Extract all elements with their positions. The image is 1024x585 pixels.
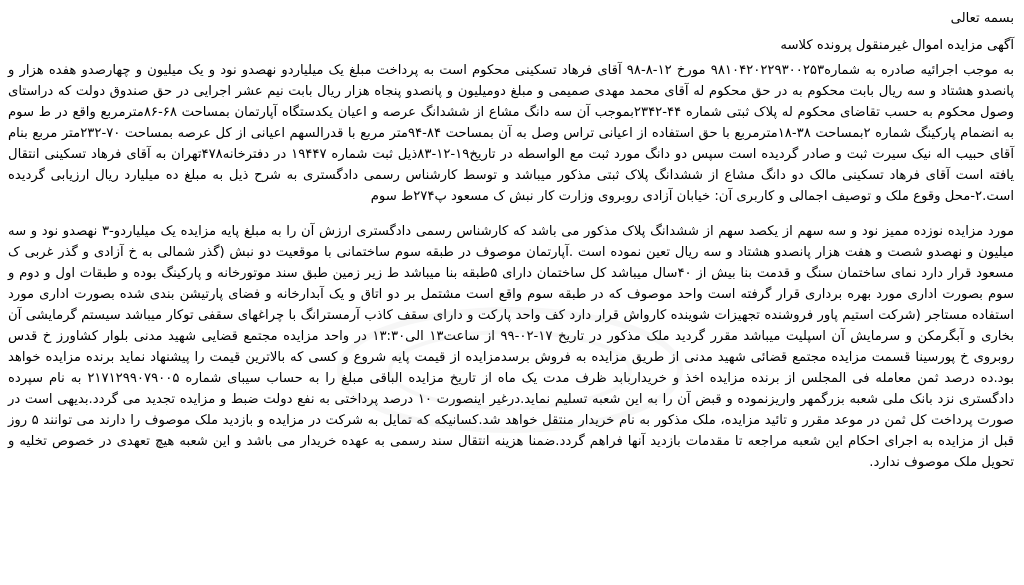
paragraph-execution-order: به موجب اجرائیه صادره به شماره۹۸۱۰۴۲۰۲۲۹۳۰۰۲۵۳ مورخ ۱۲-۸-۹۸ آقای فرهاد تسکینی محکوم است به پرداخت مبلغ یک میلیاردو نهصدو نود و یک میلیون و چهارصدو هفده هزار و پانصدو هشتاد و سه ریال بابت محکوم به در حق محکوم له آقای محمد مهدی صمیمی و مبلغ دومیلیون و پانصدو پنجاه هزار ریال بابت نیم عشر اجرایی در حق صندوق دولت که دراستای وصول محکوم به حسب تقاضای محکوم له پلاک ثبتی شماره ۴۴-۲۳۴۲بموجب آن سه دانگ مشاع از ششدانگ عرصه و اعیان یکدستگاه آپارتمان بمساحت ۶۸-۸۶مترمربع واقع در ط سوم به انضمام پارکینگ شماره ۲بمساحت ۳۸-۱۸مترمربع با حق استفاده از اعیانی تراس وصل به آن بمساحت ۸۴-۹۴متر مربع با قدرالسهم اعیانی از کل عرصه بمساحت ۷۰-۲۳۲متر مربع بنام آقای حبیب اله نیک سیرت ثبت و صادر گردیده است سپس دو دانگ مورد ثبت مع الواسطه در تاریخ۱۹-۱۲-۸۳ذیل ثبت شماره ۱۹۴۴۷ در دفترخانه۴۷۸تهران به آقای فرهاد تسکینی انتقال یافته است آقای فرهاد تسکینی مالک دو دانگ مشاع از ششدانگ پلاک ثبتی مذکور میباشد و توسط کارشناس رسمی دادگستری به شرح ذیل به مبلغ ده میلیارد ریال ارزیابی گردیده است.۲-محل وقوع ملک و توصیف اجمالی و کاربری آن: خیابان آزادی روبروی وزارت کار نبش ک مسعود پ۲۷۴ط سوم: [8, 63, 1015, 204]
paragraph-auction-terms: مورد مزایده نوزده ممیز نود و سه سهم از یکصد سهم از ششدانگ پلاک مذکور می باشد که کارشناس رسمی دادگستری ارزش آن را به مبلغ پایه مزایده یک میلیاردو-۳ نهصدو نود و سه میلیون و نهصدو شصت و هفت هزار پانصدو هشتاد و سه ریال تعین نموده است .آپارتمان موصوف در طبقه سوم ساختمانی با موقعیت دو نبش (گذر شمالی به خ آزادی و گذر غربی ک مسعود قرار دارد نمای ساختمان سنگ و قدمت بنا بیش از ۴۰سال میباشد کل ساختمان دارای ۵طبقه بنا میباشد ط زیر زمین طبق سند موتورخانه و پارکینگ بوده و طبقات اول و دوم و سوم بصورت اداری مورد بهره برداری قرار گرفته است واحد موصوف که در طبقه سوم واقع است مشتمل بر دو اتاق و یک آبدارخانه و فضای پارتیشن بندی شده بصورت اداری مورد استفاده مستاجر (شرکت استیم پاور فروشنده تجهیزات شوینده کارواش قرار دارد کف واحد پارکت و دارای سقف کاذب آرمسترانگ با چراغهای سقفی توکار میباشد سیستم گرمایشی آن بخاری و آبگرمکن و سرمایش آن اسپلیت میباشد مقرر گردید ملک مذکور در تاریخ ۱۷-۰۲-۹۹ از ساعت۱۳ الی۱۳:۳۰ در واحد مزایده مجتمع قضایی شهید مدنی بلوار کشاورز خ قدس روبروی خ پورسینا قسمت مزایده مجتمع قضائی شهید مدنی از طریق مزایده به فروش برسدمزایده از قیمت پایه شروع و کسی که بالاترین قیمت را پیشنهاد نماید برنده مزایده خواهد بود.ده درصد ثمن معامله فی المجلس از برنده مزایده اخذ و خریداربابد ظرف مدت یک ماه از تاریخ مزایده الباقی مبلغ را به حساب سیبای شماره ۲۱۷۱۲۹۹۰۷۹۰۰۵ به نام سپرده دادگستری نزد بانک ملی شعبه بزرگمهر واریزنموده و قبض آن را به این شعبه تسلیم نماید.درغیر اینصورت ۱۰ درصد پرداختی به نفع دولت ضبط و مزایده تجدید می گردد.بدیهی است در صورت پرداخت کل ثمن در موعد مقرر و تائید مزایده، ملک مذکور به نام خریدار منتقل خواهد شد.کسانیکه که تمایل به شرکت در مزایده و بازدید ملک موصوف را دارند می توانند ۵ روز قبل از مزایده به اجرای احکام این شعبه مراجعه تا مقدمات بازدید آنها فراهم گردد.ضمنا هزینه انتقال سند رسمی به عهده خریدار می باشد و این شعبه هیچ تعهدی در خصوص تخلیه و تحویل ملک موصوف ندارد.: [8, 224, 1015, 470]
document-title: بسمه تعالی: [950, 11, 1014, 26]
document-subtitle: آگهی مزایده اموال غیرمنقول پرونده کلاسه: [780, 38, 1014, 53]
